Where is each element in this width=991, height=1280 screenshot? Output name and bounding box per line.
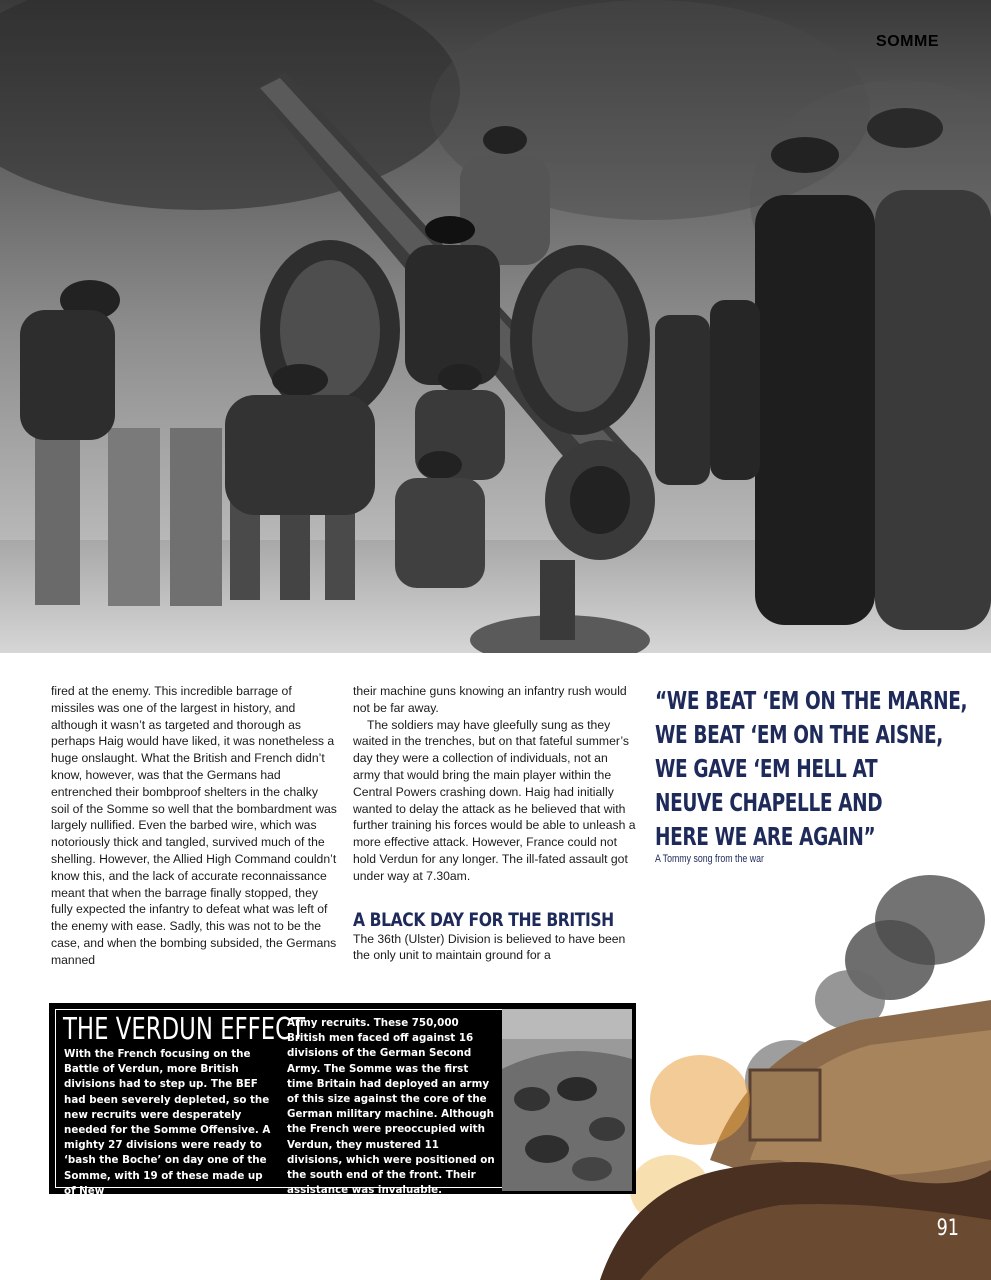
boxout-photo-illustration xyxy=(502,1009,632,1191)
tank-illustration xyxy=(600,860,991,1280)
pull-quote-line: HERE WE ARE AGAIN” xyxy=(655,822,876,851)
pull-quote-credit: A Tommy song from the war xyxy=(655,853,764,865)
boxout-title: THE VERDUN EFFECT xyxy=(63,1012,306,1047)
pull-quote-line: NEUVE CHAPELLE AND xyxy=(655,788,883,817)
subheading: A BLACK DAY FOR THE BRITISH xyxy=(353,908,614,931)
pull-quote-line: “WE BEAT ‘EM ON THE MARNE, xyxy=(655,686,968,715)
pull-quote xyxy=(655,684,968,854)
pull-quote-line: WE BEAT ‘EM ON THE AISNE, xyxy=(655,720,943,749)
body-paragraph: The 36th (Ulster) Division is believed to have been the only unit to maintain ground for a xyxy=(353,931,626,963)
body-column-2 xyxy=(353,683,638,964)
boxout-text: Army recruits. These 750,000 British men faced off against 16 divisions of the German Second Army. The Somme was the first time Britain had deployed an army of this size against the core of the German military machine. Although the French were preoccupied with Verdun, they mustered 11 divisions, which were positioned on the south end of the front. Their assistance was invaluable. xyxy=(287,1017,495,1197)
page-number: 91 xyxy=(936,1216,959,1241)
pull-quote-line: WE GAVE ‘EM HELL AT xyxy=(655,754,878,783)
body-paragraph: fired at the enemy. This incredible barrage of missiles was one of the largest in history, and although it wasn’t as targeted and thorough as perhaps Haig would have liked, it was nonetheless a huge onslaught. What the British and French didn’t know, however, was that the Germans had entrenched their bombproof shelters in the chalky soil of the Somme so well that the bombardment was largely nullified. Even the barbed wire, which was notoriously thick and tangled, survived much of the shelling. However, the Allied High Command couldn’t know this, and the lack of accurate reconnaissance meant that when the barrage finally stopped, they fully expected the infantry to defeat what was left of the enemy with ease. Sadly, this was not to be the case, and when the bombing subsided, the Germans manned xyxy=(51,684,337,967)
body-paragraph: The soldiers may have gleefully sung as they waited in the trenches, but on that fateful summer’s day they were a collection of individuals, not an army that would bring the main player within the Central Powers crashing down. Haig had initially wanted to delay the attack as he believed that with further training his forces would be able to unleash a more effective attack. However, France could not hold Verdun for any longer. The ill-fated assault got under way at 7.30am. xyxy=(353,717,636,883)
boxout-text: With the French focusing on the Battle of Verdun, more British divisions had to step up. The BEF had been severely depleted, so the new recruits were desperately needed for the Somme Offensive. A mighty 27 divisions were ready to ‘bash the Boche’ on day one of the Somme, with 19 of these made up of New xyxy=(64,1048,271,1197)
section-label: SOMME xyxy=(876,33,939,50)
body-paragraph: their machine guns knowing an infantry rush would not be far away. xyxy=(353,684,627,715)
boxout-photo-troops xyxy=(502,1009,632,1191)
body-column-1 xyxy=(51,683,338,969)
